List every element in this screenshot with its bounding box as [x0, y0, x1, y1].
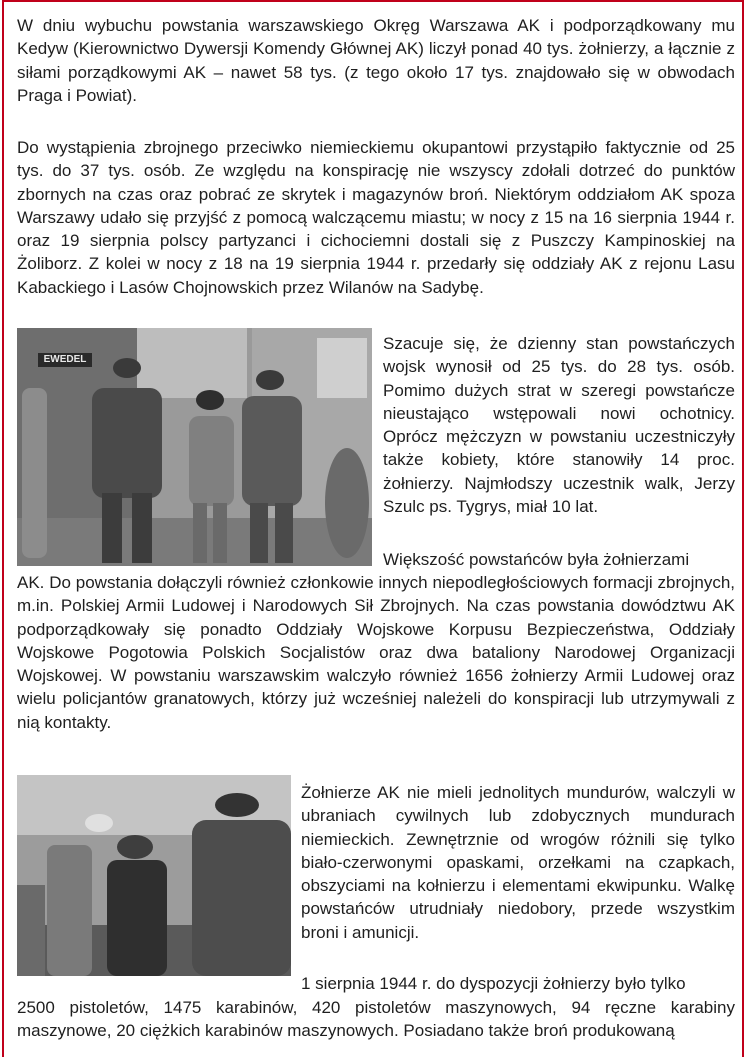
paragraph-4: AK. Do powstania dołączyli również członkowie innych niepodległościowych formacji zbrojnych, m.in. Polskiej Armii Ludowej i Narodowych Sił Zbrojnych. Na czas powstania dowództwu AK podporządkowały się ponadto Oddziały Wojskowe Korpusu Bezpieczeństwa, Oddziały Wojskowe Pogotowia Polskich Socjalistów oraz dwa bataliony Narodowej Organizacji Wojskowej. W powstaniu warszawskim walczyło również 1656 żołnierzy Armii Ludowej oraz wielu policjantów granatowych, którzy już wcześniej należeli do konspiracji lub utrzymywali z nią kontakty. — [17, 573, 735, 732]
paragraph-6-start: 1 sierpnia 1944 r. do dyspozycji żołnierzy było tylko — [301, 974, 686, 993]
photo-insurgents-helmets — [17, 775, 291, 976]
paragraph-6: 2500 pistoletów, 1475 karabinów, 420 pistoletów maszynowych, 94 ręczne karabiny maszynowe, 20 ciężkich karabinów maszynowych. Posiadano także broń produkowaną — [17, 998, 735, 1041]
paragraph-4-start: Większość powstańców była żołnierzami — [383, 550, 690, 569]
paragraph-3: Szacuje się, że dzienny stan powstańczych wojsk wynosił od 25 tys. do 28 tys. osób. Pomimo dużych strat w szeregi powstańcze nieustająco wstępowali nowi ochotnicy. Oprócz mężczyzn w powstaniu uczestniczyły także kobiety, które stanowiły 14 proc. żołnierzy. Najmłodszy uczestnik walk, Jerzy Szulc ps. Tygrys, miał 10 lat. — [383, 334, 735, 517]
paragraph-2: Do wystąpienia zbrojnego przeciwko niemieckiemu okupantowi przystąpiło faktycznie od 25 tys. do 37 tys. osób. Ze względu na konspirację nie wszyscy zdołali dotrzeć do punktów zbornych na czas oraz pobrać ze skrytek i magazynów broń. Niektórym oddziałom AK spoza Warszawy udało się przyjść z pomocą walczącemu miastu; w nocy z 15 na 16 sierpnia 1944 r. oraz 19 sierpnia polscy partyzanci i cichociemni dostali się z Puszczy Kampinoskiej na Żoliborz. Z kolei w nocy z 18 na 19 sierpnia 1944 r. przedarły się oddziały AK z rejonu Lasu Kabackiego i Lasów Chojnowskich przez Wilanów na Sadybę. — [17, 138, 735, 297]
paragraph-1: W dniu wybuchu powstania warszawskiego Okręg Warszawa AK i podporządkowany mu Kedyw (Kierownictwo Dywersji Komendy Głównej AK) liczył ponad 40 tys. żołnierzy, a łącznie z siłami porządkowymi AK – nawet 58 tys. (z tego około 17 tys. znajdowało się w obwodach Praga i Powiat). — [17, 16, 735, 105]
photo-insurgents-group — [17, 328, 372, 566]
paragraph-5: Żołnierze AK nie mieli jednolitych mundurów, walczyli w ubraniach cywilnych lub zdobycznych mundurach niemieckich. Zewnętrznie od wrogów różnili się tylko biało-czerwonymi opaskami, orzełkami na czapkach, obszyciami na kołnierzu i elementami ekwipunku. Walkę powstańców utrudniały niedobory, przede wszystkim broni i amunicji. — [301, 783, 735, 942]
photo-sign: EWEDEL — [38, 353, 92, 367]
